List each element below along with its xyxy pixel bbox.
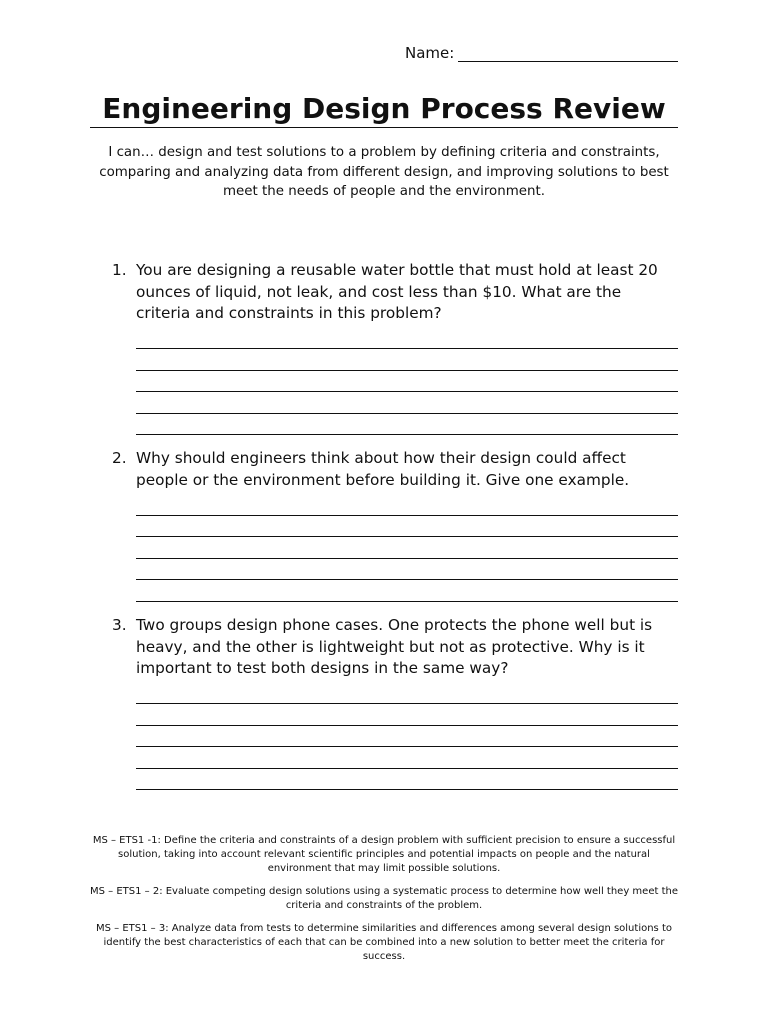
question-number: 1.: [112, 261, 127, 279]
standard-ets1-1: MS – ETS1 -1: Define the criteria and constraints of a design problem with sufficient precision to ensure a successful solution, taking into account relevant scientific principles and potential impacts on people and the natural environment that may limit possible solutions.: [92, 835, 676, 874]
answer-line[interactable]: [136, 494, 678, 516]
answer-line[interactable]: [136, 559, 678, 581]
answer-line[interactable]: [136, 769, 678, 791]
name-field: [405, 44, 678, 62]
answer-line[interactable]: [136, 704, 678, 726]
question-text: Why should engineers think about how their design could affect people or the environment before building it. Give one example.: [136, 449, 630, 489]
answer-lines[interactable]: [136, 494, 678, 602]
learning-objective: I can… design and test solutions to a problem by defining criteria and constraints, comparing and analyzing data from different design, and improving solutions to best meet the needs of people and the environment.: [99, 145, 669, 199]
name-label: Name:: [405, 44, 455, 62]
question-1: [112, 260, 678, 435]
standard-ets1-3: MS – ETS1 – 3: Analyze data from tests to determine similarities and differences among several design solutions to identify the best characteristics of each that can be combined into a new solution to better meet the criteria for success.: [96, 923, 672, 962]
answer-line[interactable]: [136, 726, 678, 748]
answer-lines[interactable]: [136, 683, 678, 791]
standard-ets1-2: MS – ETS1 – 2: Evaluate competing design solutions using a systematic process to determine how well they meet the criteria and constraints of the problem.: [90, 886, 678, 911]
answer-line[interactable]: [136, 349, 678, 371]
answer-line[interactable]: [136, 516, 678, 538]
question-number: 2.: [112, 449, 127, 467]
answer-line[interactable]: [136, 537, 678, 559]
answer-line[interactable]: [136, 683, 678, 705]
question-3: [112, 615, 678, 790]
question-text: Two groups design phone cases. One protects the phone well but is heavy, and the other is lightweight but not as protective. Why is it important to test both designs in the same way?: [136, 616, 653, 677]
answer-line[interactable]: [136, 414, 678, 436]
answer-line[interactable]: [136, 747, 678, 769]
standards-footer: [88, 834, 680, 973]
name-blank-line[interactable]: [458, 44, 678, 62]
answer-line[interactable]: [136, 371, 678, 393]
answer-lines[interactable]: [136, 328, 678, 436]
answer-line[interactable]: [136, 580, 678, 602]
page-title: Engineering Design Process Review: [102, 92, 666, 125]
title-underline: [90, 127, 678, 128]
answer-line[interactable]: [136, 328, 678, 350]
question-text: You are designing a reusable water bottle that must hold at least 20 ounces of liquid, not leak, and cost less than $10. What are the criteria and constraints in this problem?: [136, 261, 658, 322]
question-number: 3.: [112, 616, 127, 634]
question-2: [112, 448, 678, 602]
answer-line[interactable]: [136, 392, 678, 414]
